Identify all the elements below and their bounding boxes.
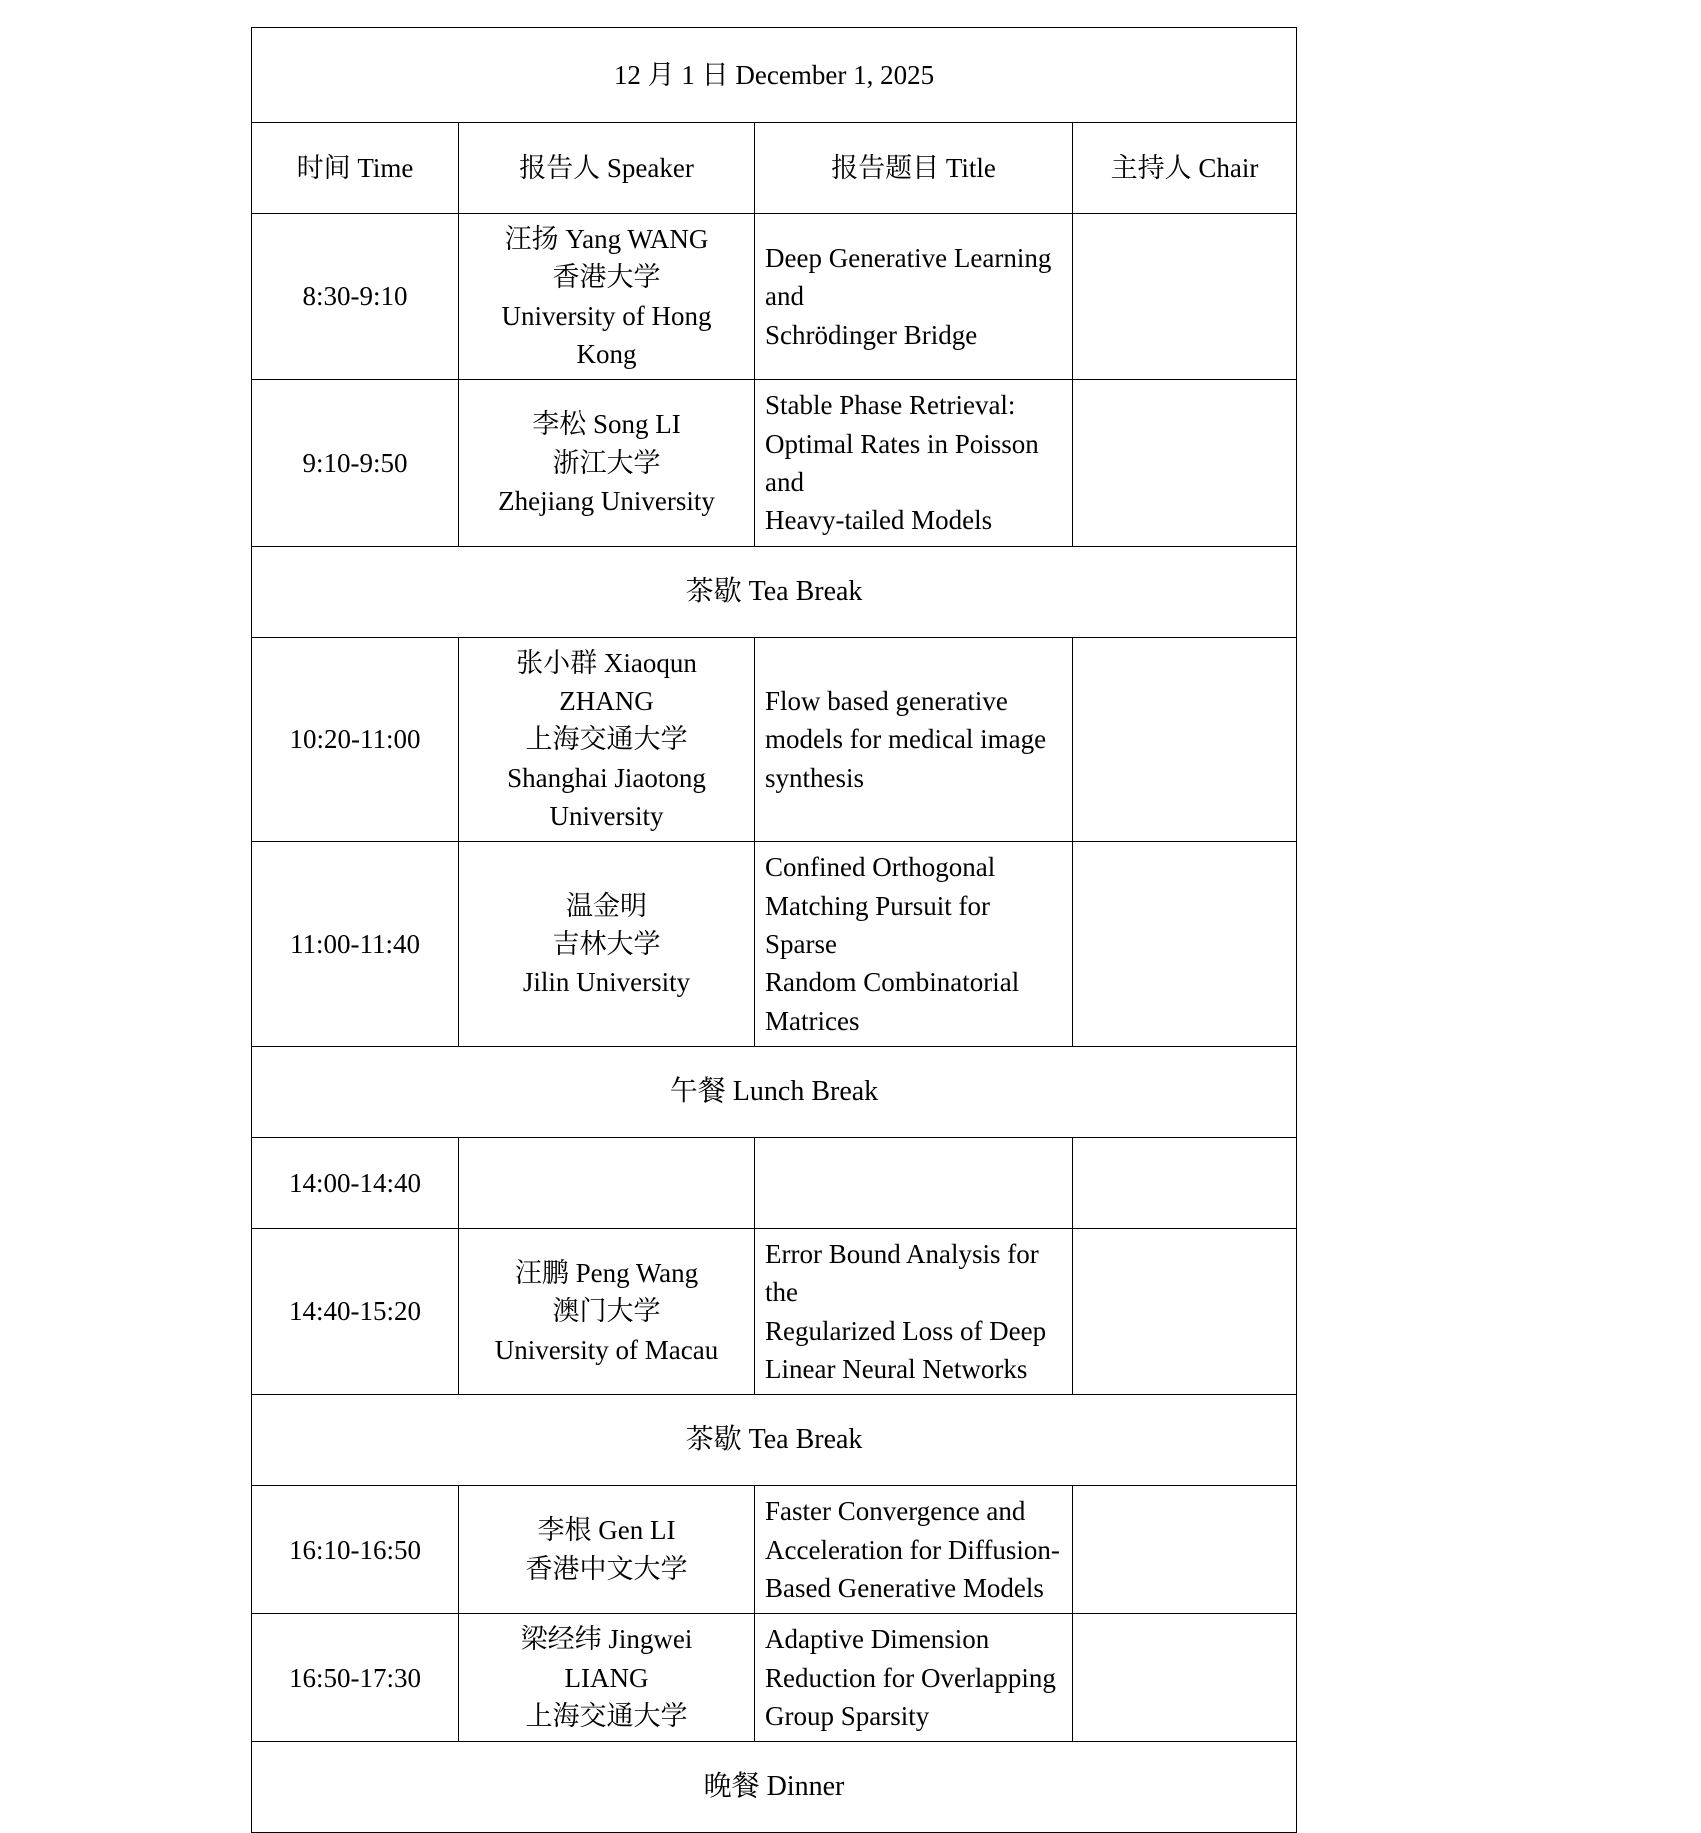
title-line: Based Generative Models — [765, 1572, 1044, 1603]
session-title — [755, 214, 1073, 380]
title-line: Stable Phase Retrieval: — [765, 390, 1016, 421]
session-speaker — [459, 214, 755, 380]
speaker-line: 张小群 Xiaoqun — [516, 647, 697, 678]
speaker-line: University of Macau — [494, 1334, 719, 1365]
title-line: Flow based generative — [765, 685, 1008, 716]
session-time: 14:40-15:20 — [252, 1228, 459, 1394]
title-line: synthesis — [765, 762, 865, 793]
title-line: Random Combinatorial — [765, 967, 1020, 998]
speaker-line: University — [549, 800, 664, 831]
break-row — [252, 546, 1297, 637]
title-line: Deep Generative Learning and — [765, 243, 1052, 312]
session-title — [755, 1137, 1073, 1228]
break-label: 茶歇 Tea Break — [252, 1395, 1297, 1486]
speaker-line: 香港中文大学 — [525, 1553, 688, 1584]
session-speaker — [459, 1486, 755, 1614]
speaker-line: 澳门大学 — [552, 1296, 661, 1327]
session-time: 9:10-9:50 — [252, 380, 459, 546]
table-row — [252, 214, 1297, 380]
session-time: 14:00-14:40 — [252, 1137, 459, 1228]
speaker-line: 浙江大学 — [552, 447, 661, 478]
session-title — [755, 380, 1073, 546]
title-line: Matrices — [765, 1005, 860, 1036]
title-line: Regularized Loss of Deep — [765, 1315, 1047, 1346]
break-row — [252, 1395, 1297, 1486]
title-line: Error Bound Analysis for the — [765, 1238, 1039, 1308]
session-speaker — [459, 842, 755, 1047]
schedule-container — [251, 27, 1296, 1833]
title-line: Reduction for Overlapping — [765, 1662, 1056, 1693]
speaker-line: 汪扬 Yang WANG — [504, 224, 709, 254]
speaker-line: University of Hong — [501, 300, 712, 331]
break-row — [252, 1742, 1297, 1833]
session-chair — [1073, 1614, 1297, 1742]
session-time: 16:10-16:50 — [252, 1486, 459, 1614]
table-row — [252, 637, 1297, 842]
speaker-line: 香港大学 — [552, 262, 661, 293]
title-line: Adaptive Dimension — [765, 1624, 990, 1655]
session-title — [755, 637, 1073, 842]
speaker-line: 吉林大学 — [552, 928, 661, 959]
speaker-line: 李松 Song LI — [532, 409, 681, 440]
speaker-line: 李根 Gen LI — [537, 1515, 676, 1546]
title-line: Matching Pursuit for Sparse — [765, 890, 990, 959]
title-line: Optimal Rates in Poisson and — [765, 428, 1039, 497]
speaker-line: Zhejiang University — [498, 486, 715, 517]
speaker-line: ZHANG — [559, 685, 654, 716]
title-line: Group Sparsity — [765, 1700, 930, 1731]
session-speaker — [459, 1137, 755, 1228]
table-row — [252, 842, 1297, 1047]
session-time: 16:50-17:30 — [252, 1614, 459, 1742]
column-header-speaker: 报告人 Speaker — [459, 123, 755, 214]
title-line: Schrödinger Bridge — [765, 319, 978, 350]
break-label: 午餐 Lunch Break — [252, 1046, 1297, 1137]
table-date-header-row — [252, 28, 1297, 123]
session-time: 11:00-11:40 — [252, 842, 459, 1047]
table-row — [252, 1486, 1297, 1614]
session-chair — [1073, 380, 1297, 546]
session-chair — [1073, 637, 1297, 842]
title-line: Faster Convergence and — [765, 1496, 1026, 1527]
column-header-chair: 主持人 Chair — [1073, 123, 1297, 214]
session-time: 10:20-11:00 — [252, 637, 459, 842]
session-chair — [1073, 1137, 1297, 1228]
break-label: 茶歇 Tea Break — [252, 546, 1297, 637]
title-line: Confined Orthogonal — [765, 852, 996, 883]
session-chair — [1073, 214, 1297, 380]
speaker-line: LIANG — [564, 1662, 649, 1693]
column-header-time: 时间 Time — [252, 123, 459, 214]
table-column-header-row — [252, 123, 1297, 214]
table-row — [252, 1614, 1297, 1742]
speaker-line: 梁经纬 Jingwei — [520, 1624, 693, 1655]
speaker-line: 上海交通大学 — [525, 1700, 688, 1731]
speaker-line: Shanghai Jiaotong — [507, 762, 706, 793]
session-title — [755, 1614, 1073, 1742]
session-title — [755, 1228, 1073, 1394]
session-title — [755, 1486, 1073, 1614]
session-speaker — [459, 1228, 755, 1394]
table-row — [252, 380, 1297, 546]
speaker-line: 温金明 — [566, 890, 647, 921]
conference-schedule-table — [251, 27, 1297, 1833]
break-label: 晚餐 Dinner — [252, 1742, 1297, 1833]
session-chair — [1073, 842, 1297, 1047]
table-row — [252, 1137, 1297, 1228]
speaker-line: 上海交通大学 — [525, 724, 688, 755]
session-time: 8:30-9:10 — [252, 214, 459, 380]
session-speaker — [459, 380, 755, 546]
speaker-line: Kong — [576, 338, 637, 369]
speaker-line: 汪鹏 Peng Wang — [514, 1258, 699, 1289]
session-speaker — [459, 637, 755, 842]
break-row — [252, 1046, 1297, 1137]
session-chair — [1073, 1486, 1297, 1614]
title-line: Acceleration for Diffusion- — [765, 1534, 1060, 1565]
session-title — [755, 842, 1073, 1047]
title-line: models for medical image — [765, 724, 1047, 755]
title-line: Heavy-tailed Models — [765, 505, 993, 536]
table-row — [252, 1228, 1297, 1394]
speaker-line: Jilin University — [522, 967, 691, 998]
session-chair — [1073, 1228, 1297, 1394]
page-title: 12 月 1 日 December 1, 2025 — [252, 28, 1297, 123]
column-header-title: 报告题目 Title — [755, 123, 1073, 214]
session-speaker — [459, 1614, 755, 1742]
title-line: Linear Neural Networks — [765, 1353, 1028, 1384]
